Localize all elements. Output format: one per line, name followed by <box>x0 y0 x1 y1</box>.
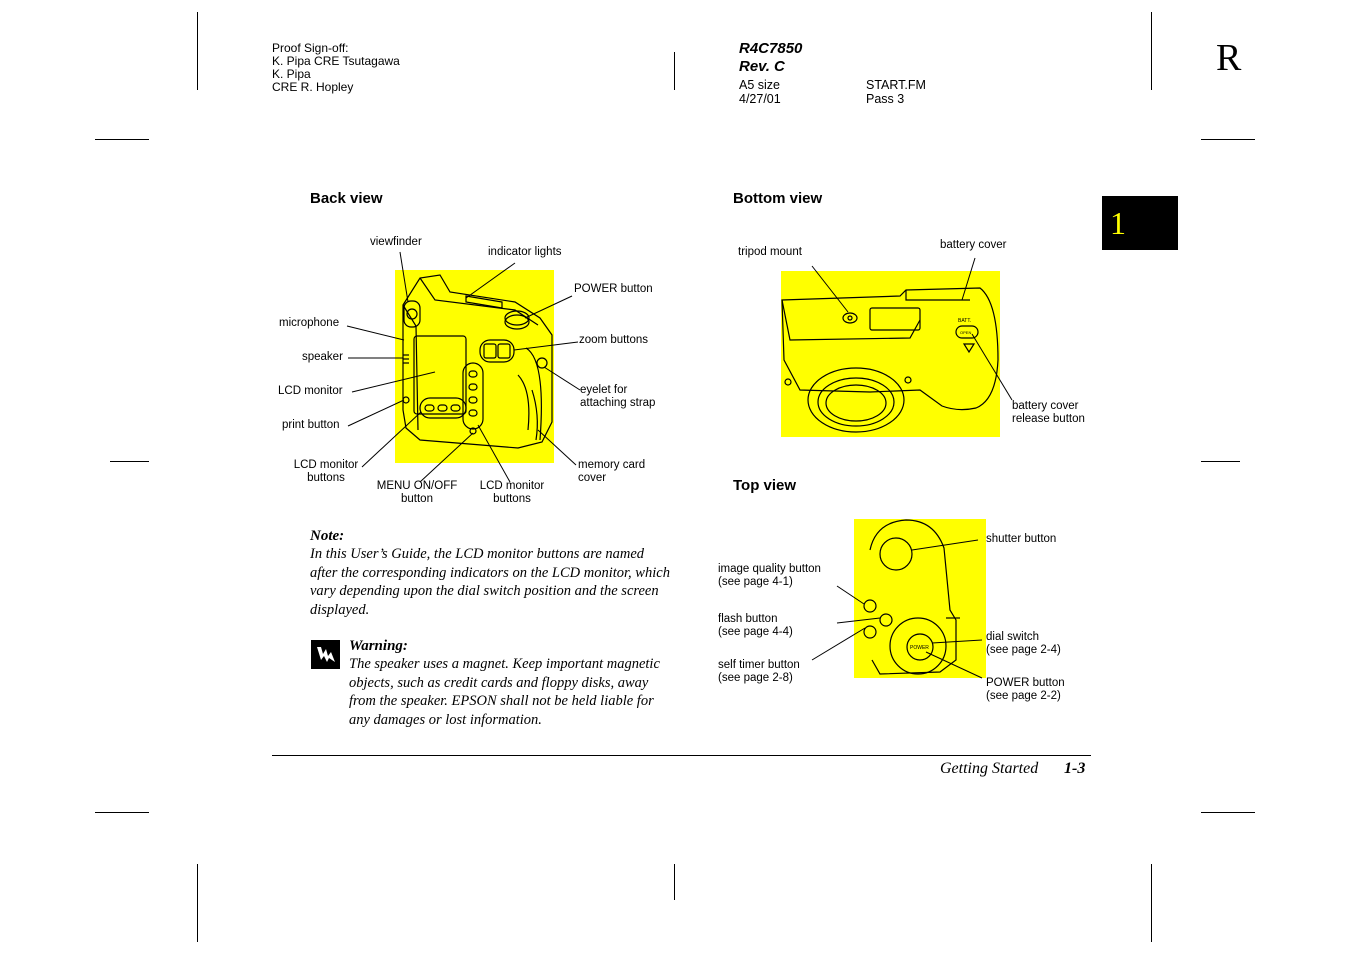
label-battery-cover: battery cover <box>940 239 1007 251</box>
crop-mark <box>110 461 149 462</box>
warning-block <box>349 638 673 729</box>
label-indicator-lights: indicator lights <box>488 246 562 258</box>
note-block <box>310 528 672 619</box>
label-microphone: microphone <box>279 317 340 329</box>
label-image-quality: image quality button (see page 4-1) <box>718 563 821 588</box>
proof-line: K. Pipa CRE Tsutagawa <box>272 54 400 68</box>
top-view-heading: Top view <box>733 477 797 494</box>
label-lcd-buttons-left: LCD monitor buttons <box>293 459 359 484</box>
label-speaker: speaker <box>302 351 343 363</box>
batt-mark: BATT. <box>958 318 972 324</box>
label-viewfinder: viewfinder <box>370 236 422 248</box>
proof-date: 4/27/01 <box>739 92 781 106</box>
model-number: R4C7850 <box>739 40 803 57</box>
crop-mark <box>1201 139 1255 140</box>
footer-page-number: 1-3 <box>1064 760 1086 777</box>
proof-line: CRE R. Hopley <box>272 80 354 94</box>
label-zoom-buttons: zoom buttons <box>579 334 649 346</box>
paper-size: A5 size <box>739 78 780 92</box>
file-name: START.FM <box>866 78 926 92</box>
header-block <box>739 40 802 76</box>
chapter-tab: 1 <box>1102 196 1178 250</box>
label-self-timer: self timer button (see page 2-8) <box>718 659 800 684</box>
note-body: In this User’s Guide, the LCD monitor buttons are named after the corresponding indicators on the LCD monitor, which vary depending upon the dial switch position and the screen displayed. <box>310 546 670 618</box>
crop-mark <box>1151 12 1152 90</box>
header-size-date <box>739 78 781 106</box>
label-eyelet: eyelet for attaching strap <box>580 384 656 409</box>
back-view-heading: Back view <box>310 190 383 207</box>
note-title: Note: <box>310 528 345 544</box>
label-tripod-mount: tripod mount <box>738 246 802 258</box>
bottom-view-heading: Bottom view <box>733 190 823 207</box>
crop-mark <box>1201 461 1240 462</box>
crop-mark <box>197 864 198 942</box>
header-file-pass <box>866 78 926 106</box>
crop-mark <box>1201 812 1255 813</box>
label-print-button: print button <box>282 419 340 431</box>
revision: Rev. C <box>739 58 785 75</box>
crop-mark <box>197 12 198 90</box>
proof-line: K. Pipa <box>272 67 311 81</box>
proof-signoff <box>272 42 400 94</box>
proof-line: Proof Sign-off: <box>272 41 349 55</box>
warning-icon <box>311 640 340 669</box>
open-mark: OPEN <box>960 330 972 335</box>
footer-section: Getting Started <box>940 760 1039 777</box>
label-shutter-button: shutter button <box>986 533 1057 545</box>
warning-title: Warning: <box>349 638 408 654</box>
crop-mark <box>674 864 675 900</box>
label-menu-button: MENU ON/OFF button <box>376 480 458 505</box>
label-lcd-monitor: LCD monitor <box>278 385 343 397</box>
crop-mark <box>1151 864 1152 942</box>
crop-mark <box>95 139 149 140</box>
label-power-button-top: POWER button (see page 2-2) <box>986 677 1065 702</box>
crop-mark <box>95 812 149 813</box>
crop-mark <box>674 52 675 90</box>
power-mark: POWER <box>910 645 929 651</box>
label-flash-button: flash button (see page 4-4) <box>718 613 793 638</box>
footer-rule <box>272 755 1091 756</box>
corner-letter: R <box>1216 37 1242 79</box>
label-power-button: POWER button <box>574 283 653 295</box>
label-memory-card-cover: memory card cover <box>578 459 646 484</box>
label-lcd-buttons-bottom: LCD monitor buttons <box>479 480 545 505</box>
warning-body: The speaker uses a magnet. Keep important magnetic objects, such as credit cards and floppy disks, away from the speaker. EPSON shall not be held liable for any damages or lost information. <box>349 656 660 728</box>
pass-number: Pass 3 <box>866 92 905 106</box>
label-battery-release: battery cover release button <box>1012 400 1085 425</box>
label-dial-switch: dial switch (see page 2-4) <box>986 631 1061 656</box>
bottom-view-figure <box>730 240 1030 450</box>
